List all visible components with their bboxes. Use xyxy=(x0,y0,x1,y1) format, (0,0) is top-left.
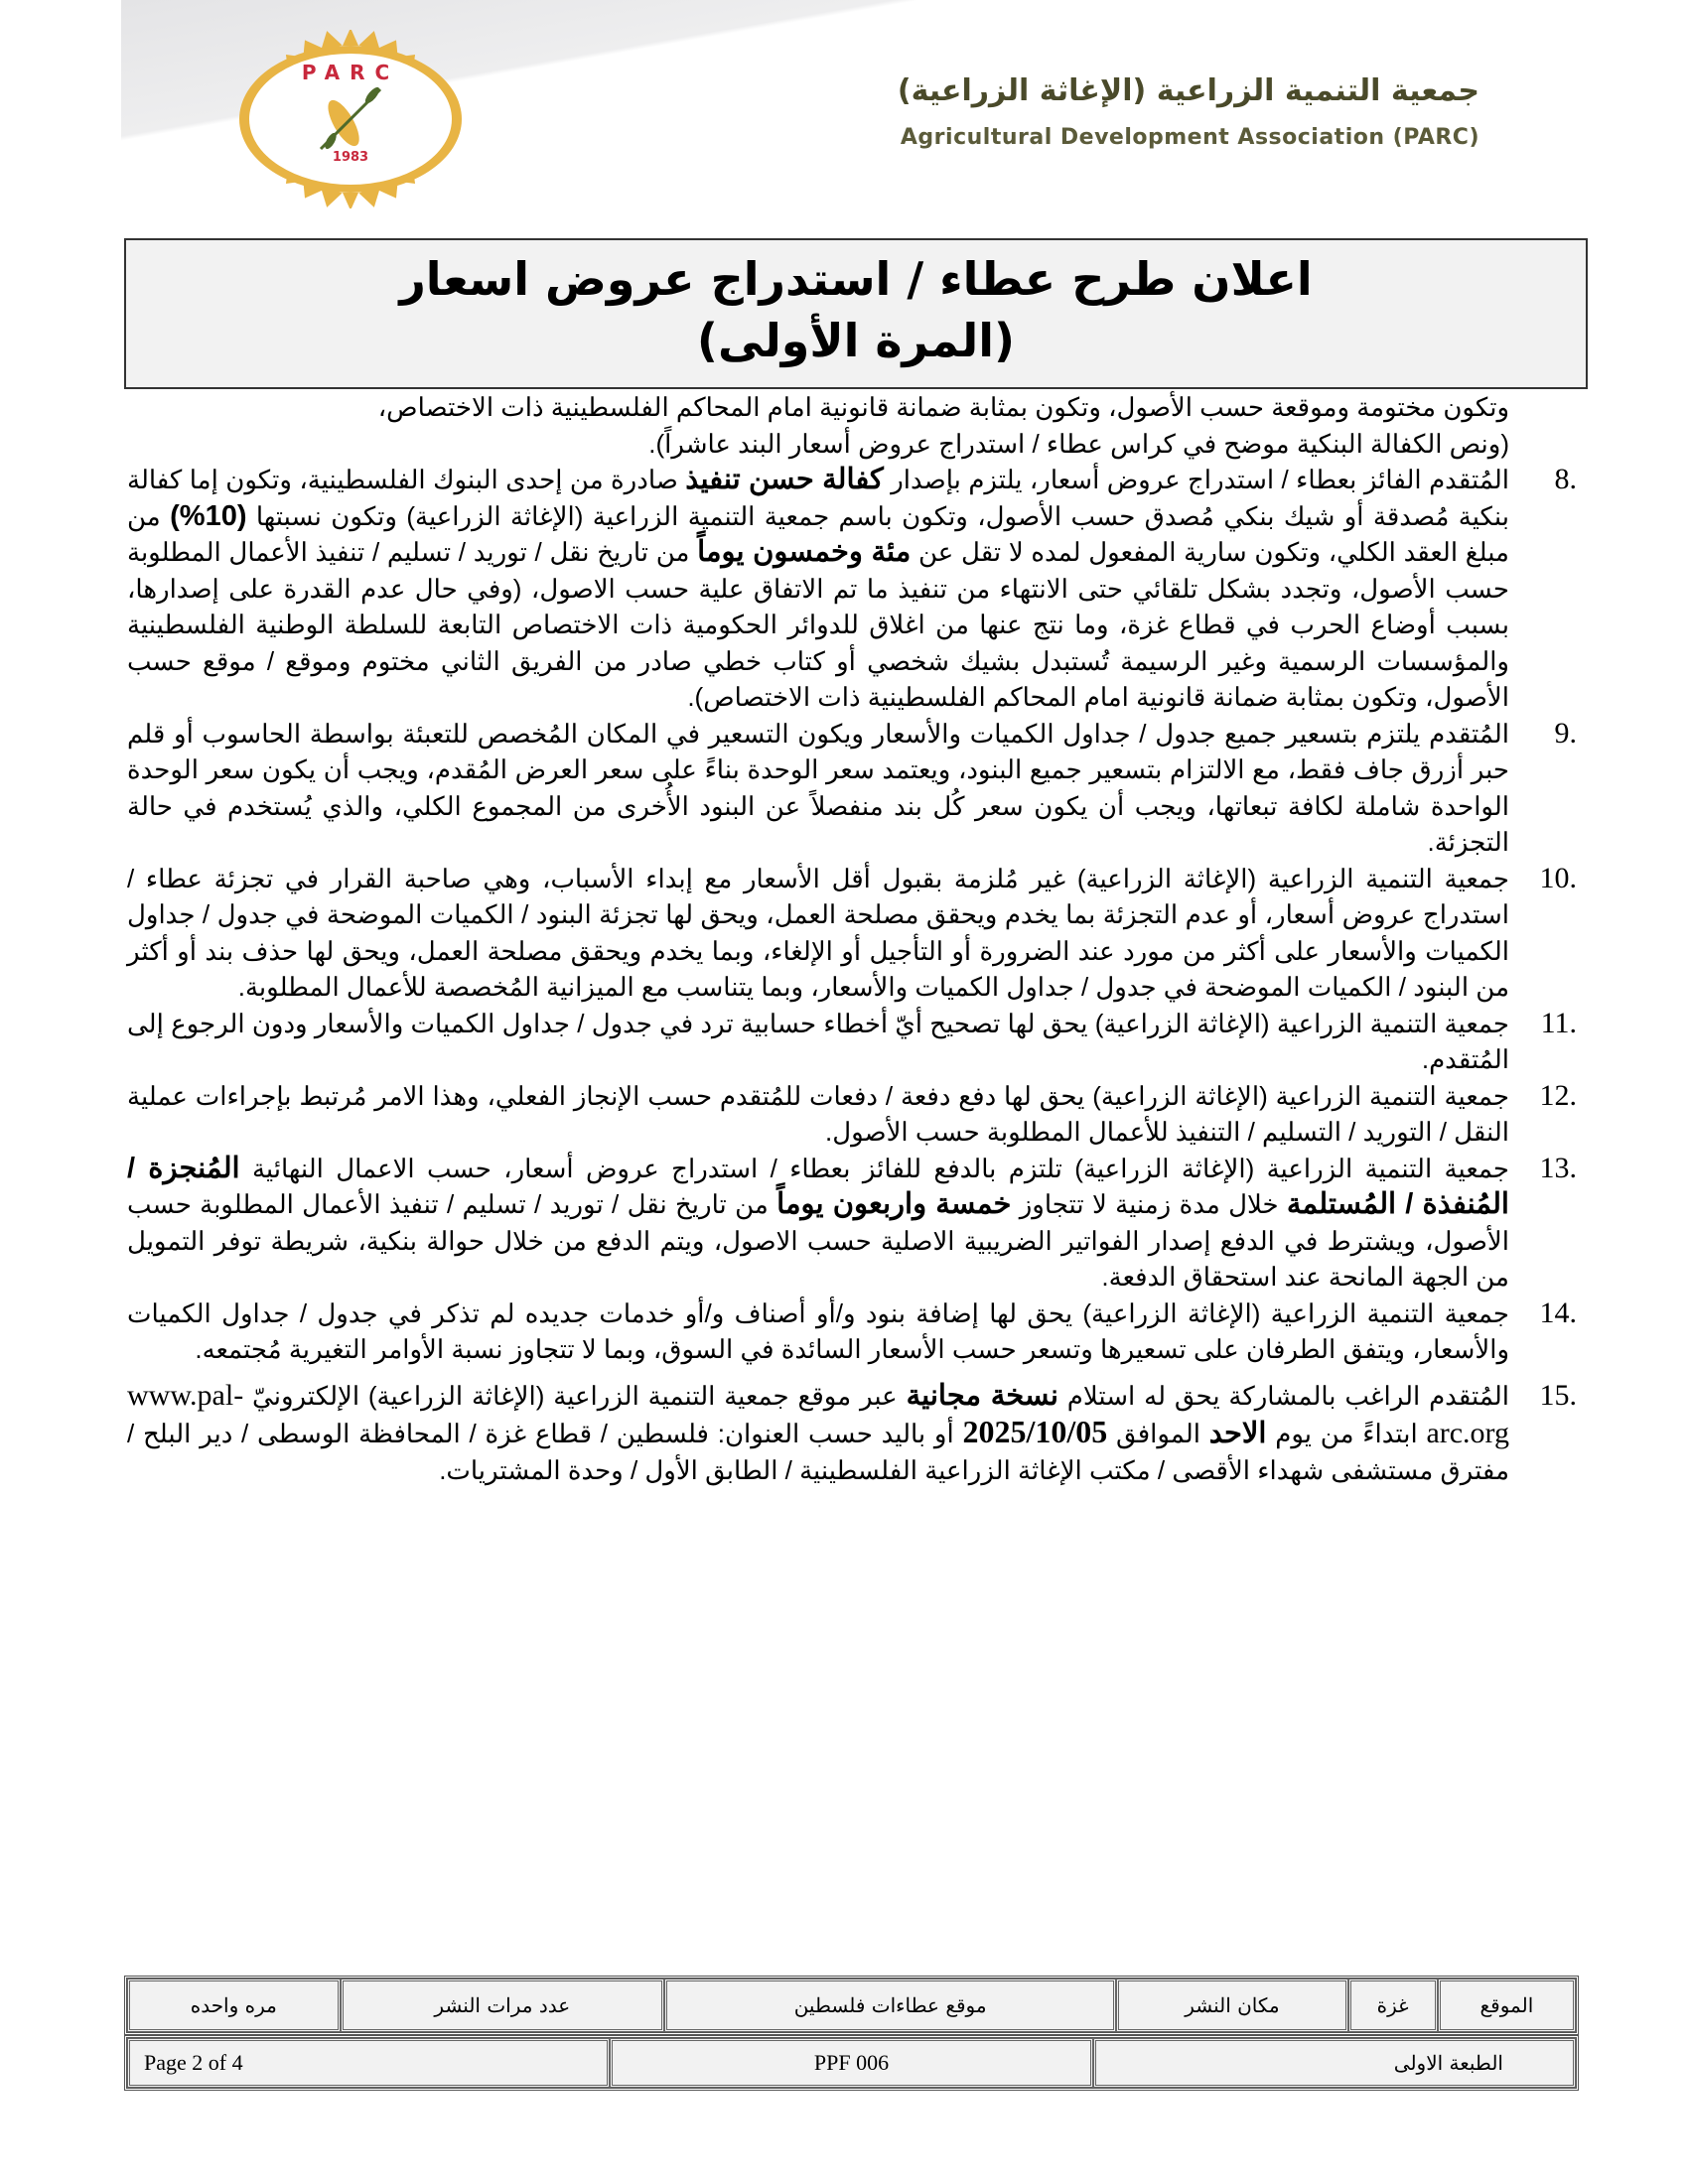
clause-text: المُتقدم الراغب بالمشاركة يحق له استلام xyxy=(1057,1380,1510,1411)
clause-text: من مبلغ العقد الكلي، وتكون سارية المفعول لمده لا تقل عن xyxy=(127,500,1509,567)
table-cell: الموقع xyxy=(1438,1979,1576,2032)
announcement-title: اعلان طرح عطاء / استدراج عروض اسعار xyxy=(399,252,1313,306)
svg-text:1983: 1983 xyxy=(332,150,369,165)
sun-emblem-icon xyxy=(202,30,499,208)
clause-number: 10. xyxy=(1539,861,1577,894)
clause-text: المُتقدم الفائز بعطاء / استدراج عروض أسعار، يلتزم بإصدار xyxy=(883,465,1509,494)
clause-emphasis: (10%) xyxy=(170,499,247,532)
table-cell: موقع عطاءات فلسطين xyxy=(664,1979,1116,2032)
clause-text: صادرة من إحدى البنوك الفلسطينية، وتكون إما كفالة بنكية مُصدقة أو شيك بنكي مُصدق حسب الأصول، وتكون باسم جمعية التنمية الزراعية (الإغاثة الزراعية) وتكون نسبتها xyxy=(127,465,1509,531)
clause-text: جمعية التنمية الزراعية (الإغاثة الزراعية) غير مُلزمة بقبول أقل الأسعار مع إبداء الأسباب، وهي صاحبة القرار في تجزئة عطاء / استدراج عروض أسعار، أو عدم التجزئة بما يخدم ويحقق مصلحة العمل، ويحق لها تجزئة البنود / الكميات الموضحة في جدول / جداول الكميات والأسعار على أكثر من مورد عند الضرورة أو التأجيل أو الإلغاء، وبما يخدم ويحقق مصلحة العمل، ويحق لها حذف بند أو أكثر من البنود / الكميات الموضحة في جدول / جداول الكميات والأسعار، وبما يتناسب مع الميزانية المُخصصة للأعمال المطلوبة. xyxy=(127,863,1509,1002)
clause-text: من تاريخ نقل / توريد / تسليم / تنفيذ الأعمال المطلوبة حسب الأصول، وتجدد بشكل تلقائي حتى الانتهاء من تنفيذ ما تم الاتفاق علية حسب الاصول، (وفي حال عدم القدرة على إصدارها، بسبب أوضاع الحرب في قطاع غزة، وما نتج عنها من اغلاق للدوائر الحكومية ذات الاختصاص التابعة للسلطة الوطنية الفلسطينية والمؤسسات الرسمية وغير الرسيمة تُستبدل بشيك شخصي أو كتاب خطي صادر من الفريق الثاني مختوم وموقع / موقع حسب الأصول، وتكون بمثابة ضمانة قانونية امام المحاكم الفلسطينية ذات الاختصاص). xyxy=(127,537,1509,712)
clause-text: عبر موقع جمعية التنمية الزراعية (الإغاثة الزراعية) الإلكترونيّ xyxy=(243,1380,907,1411)
clause-number: 11. xyxy=(1540,1006,1577,1039)
clause-emphasis: المُنجزة / المُنفذة / المُستلمة xyxy=(127,1152,1509,1220)
publication-info-table xyxy=(124,1976,1579,2035)
document-body xyxy=(127,389,1577,1488)
clause-text: من تاريخ نقل / توريد / تسليم / تنفيذ الأعمال المطلوبة حسب الأصول، ويشترط في الدفع إصدار الفواتير الضريبية الاصلية حسب الاصول، ويتم الدفع من خلال حوالة بنكية، شريطة توفر التمويل من الجهة المانحة عند استحقاق الدفعة. xyxy=(127,1189,1509,1292)
clause-text: خلال مدة زمنية لا تتجاوز xyxy=(1011,1189,1287,1219)
clause-text: جمعية التنمية الزراعية (الإغاثة الزراعية) يحق لها إضافة بنود و/أو أصناف و/أو خدمات جديده لم تذكر في جدول / جداول الكميات والأسعار، ويتفق الطرفان على تسعيرها وتسعر حسب الأسعار السائدة في السوق، وبما لا تتجاوز نسبة الأوامر التغيرية مُجتمعه. xyxy=(127,1297,1509,1364)
clause-15 xyxy=(127,1378,1577,1489)
intro-continuation xyxy=(127,389,1577,462)
clause-12 xyxy=(127,1078,1577,1151)
table-cell: مكان النشر xyxy=(1116,1979,1347,2032)
clause-10 xyxy=(127,861,1577,1006)
clause-emphasis: الاحد xyxy=(1208,1418,1267,1449)
intro-line: (ونص الكفالة البنكية موضح في كراس عطاء / استدراج عروض أسعار البند عاشراً). xyxy=(648,428,1509,459)
clause-emphasis: مئة وخمسون يوماً xyxy=(697,536,912,568)
clause-text: جمعية التنمية الزراعية (الإغاثة الزراعية) يحق لها تصحيح أيّ أخطاء حسابية ترد في جدول / جداول الكميات والأسعار ودون الرجوع إلى المُتقدم. xyxy=(127,1008,1509,1074)
website-link[interactable]: www.pal-arc.org xyxy=(127,1378,1510,1449)
page-number: Page 2 of 4 xyxy=(127,2038,610,2088)
clause-9 xyxy=(127,716,1577,861)
clause-emphasis: نسخة مجانية xyxy=(906,1379,1058,1412)
announcement-title-box xyxy=(124,238,1588,389)
org-name-arabic: جمعية التنمية الزراعية (الإغاثة الزراعية) xyxy=(897,73,1479,108)
table-cell: غزة xyxy=(1348,1979,1438,2032)
clause-number: 8. xyxy=(1554,463,1577,495)
clause-13 xyxy=(127,1151,1577,1296)
clause-text: المُتقدم يلتزم بتسعير جميع جدول / جداول الكميات والأسعار ويكون التسعير في المكان المُخصص للتعبئة بواسطة الحاسوب أو قلم حبر أزرق جاف فقط، مع الالتزام بتسعير جميع البنود، ويعتمد سعر الوحدة بناءً على سعر العرض المُقدم، ويجب أن يكون سعر الوحدة الواحدة شاملة لكافة تبعاتها، ويجب أن يكون سعر كُل بند منفصلاً عن البنود الأُخرى من المجموع الكلي، والذي يُستخدم في حالة التجزئة. xyxy=(127,718,1509,857)
intro-line: وتكون مختومة وموقعة حسب الأصول، وتكون بمثابة ضمانة قانونية امام المحاكم الفلسطينية ذات الاختصاص، xyxy=(377,392,1509,422)
clause-8 xyxy=(127,462,1577,716)
clause-number: 15. xyxy=(1539,1378,1577,1412)
table-cell: مره واحده xyxy=(127,1979,341,2032)
edition-label: الطبعة الاولى xyxy=(1093,2038,1576,2088)
clause-text: الموافق xyxy=(1107,1419,1209,1448)
page-footer xyxy=(124,2035,1579,2091)
clause-text: أو باليد حسب العنوان: فلسطين / قطاع غزة / المحافظة الوسطى / دير البلح / مفترق مستشفى شهداء الأقصى / مكتب الإغاثة الزراعية الفلسطينية / الطابق الأول / وحدة المشتريات. xyxy=(127,1419,1509,1485)
form-code: PPF 006 xyxy=(610,2038,1092,2088)
parc-logo xyxy=(202,30,499,208)
clause-14 xyxy=(127,1296,1577,1368)
svg-text:PARC: PARC xyxy=(301,61,400,84)
table-row xyxy=(127,1979,1576,2032)
clause-number: 14. xyxy=(1539,1296,1577,1329)
clause-11 xyxy=(127,1006,1577,1078)
table-cell: عدد مرات النشر xyxy=(341,1979,664,2032)
clause-number: 12. xyxy=(1539,1078,1577,1112)
clause-text: جمعية التنمية الزراعية (الإغاثة الزراعية) تلتزم بالدفع للفائز بعطاء / استدراج عروض أسعار، حسب الاعمال النهائية xyxy=(239,1153,1509,1183)
clause-number: 13. xyxy=(1539,1151,1577,1184)
start-date: 2025/10/05 xyxy=(962,1414,1108,1449)
clause-number: 9. xyxy=(1554,716,1577,750)
announcement-subtitle: (المرة الأولى) xyxy=(696,314,1016,367)
table-row xyxy=(127,2038,1576,2088)
clause-text: ابتداءً من يوم xyxy=(1266,1419,1427,1448)
clause-emphasis: خمسة واربعون يوماً xyxy=(776,1188,1012,1220)
clause-text: جمعية التنمية الزراعية (الإغاثة الزراعية) يحق لها دفع دفعة / دفعات للمُتقدم حسب الإنجاز الفعلي، وهذا الامر مُرتبط بإجراءات عملية النقل / التوريد / التسليم / التنفيذ للأعمال المطلوبة حسب الأصول. xyxy=(127,1080,1509,1147)
clause-emphasis: كفالة حسن تنفيذ xyxy=(685,464,884,495)
org-name-english: Agricultural Development Association (PARC) xyxy=(900,125,1479,150)
